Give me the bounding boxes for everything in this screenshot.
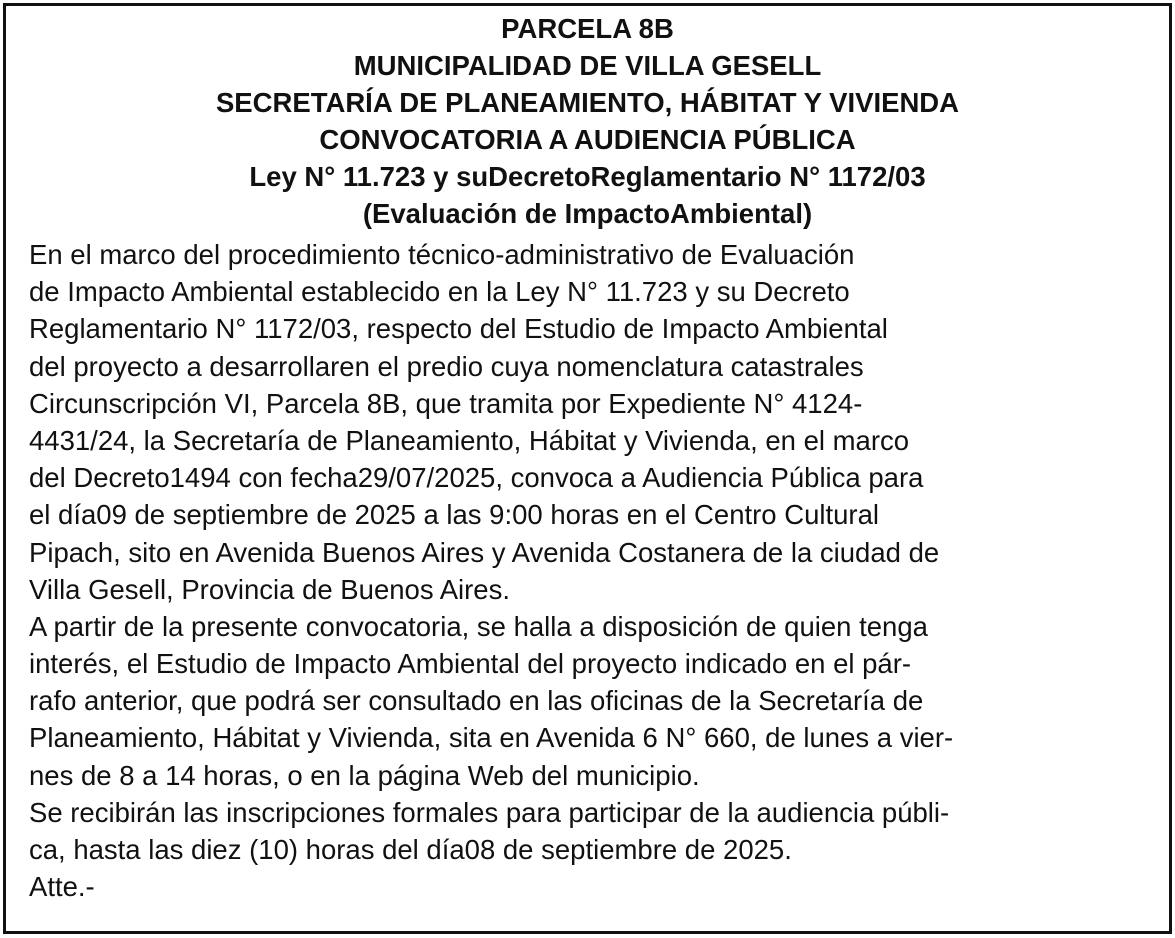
notice-frame: [3, 3, 1172, 934]
heading-law: Ley N° 11.723 y suDecretoReglamentario N° 1172/03: [249, 161, 926, 192]
text-line: En el marco del procedimiento técnico-administrativo de Evaluación: [29, 239, 855, 270]
text-line: rafo anterior, que podrá ser consultado en las oficinas de la Secretaría de: [29, 685, 924, 717]
text-line: ca, hasta las diez (10) horas del día08 de septiembre de 2025.: [29, 834, 792, 865]
heading-municipality: MUNICIPALIDAD DE VILLA GESELL: [353, 50, 822, 81]
text-line: 4431/24, la Secretaría de Planeamiento, Hábitat y Vivienda, en el marco: [29, 424, 910, 456]
text-line: del Decreto1494 con fecha29/07/2025, convoca a Audiencia Pública para: [29, 462, 924, 494]
heading-evaluation: (Evaluación de ImpactoAmbiental): [362, 198, 813, 229]
paragraph-availability: [29, 608, 1154, 794]
text-line: Se recibirán las inscripciones formales para participar de la audiencia públi-: [29, 796, 950, 828]
notice-body: [29, 236, 1154, 905]
paragraph-registration: [29, 794, 1154, 868]
notice-heading: [6, 10, 1169, 232]
paragraph-procedure: [29, 236, 1154, 608]
text-line: interés, el Estudio de Impacto Ambiental del proyecto indicado en el pár-: [29, 648, 912, 680]
text-line: el día09 de septiembre de 2025 a las 9:00 horas en el Centro Cultural: [29, 499, 879, 531]
text-line: Villa Gesell, Provincia de Buenos Aires.: [29, 573, 510, 605]
closing-signoff: Atte.-: [29, 871, 95, 903]
text-line: del proyecto a desarrollaren el predio cuya nomenclatura catastrales: [29, 350, 864, 382]
text-line: A partir de la presente convocatoria, se halla a disposición de quien tenga: [29, 610, 928, 642]
heading-convocation: CONVOCATORIA A AUDIENCIA PÚBLICA: [319, 124, 856, 155]
text-line: nes de 8 a 14 horas, o en la página Web del municipio.: [29, 759, 700, 791]
text-line: Reglamentario N° 1172/03, respecto del Estudio de Impacto Ambiental: [29, 313, 888, 345]
text-line: Pipach, sito en Avenida Buenos Aires y Avenida Costanera de la ciudad de: [29, 536, 940, 568]
heading-parcel: PARCELA 8B: [501, 13, 674, 44]
text-line: Circunscripción VI, Parcela 8B, que tramita por Expediente N° 4124-: [29, 387, 863, 419]
heading-secretariat: SECRETARÍA DE PLANEAMIENTO, HÁBITAT Y VIVIENDA: [215, 87, 960, 118]
text-line: Planeamiento, Hábitat y Vivienda, sita en Avenida 6 N° 660, de lunes a vier-: [29, 722, 954, 754]
text-line: de Impacto Ambiental establecido en la Ley N° 11.723 y su Decreto: [29, 276, 850, 308]
